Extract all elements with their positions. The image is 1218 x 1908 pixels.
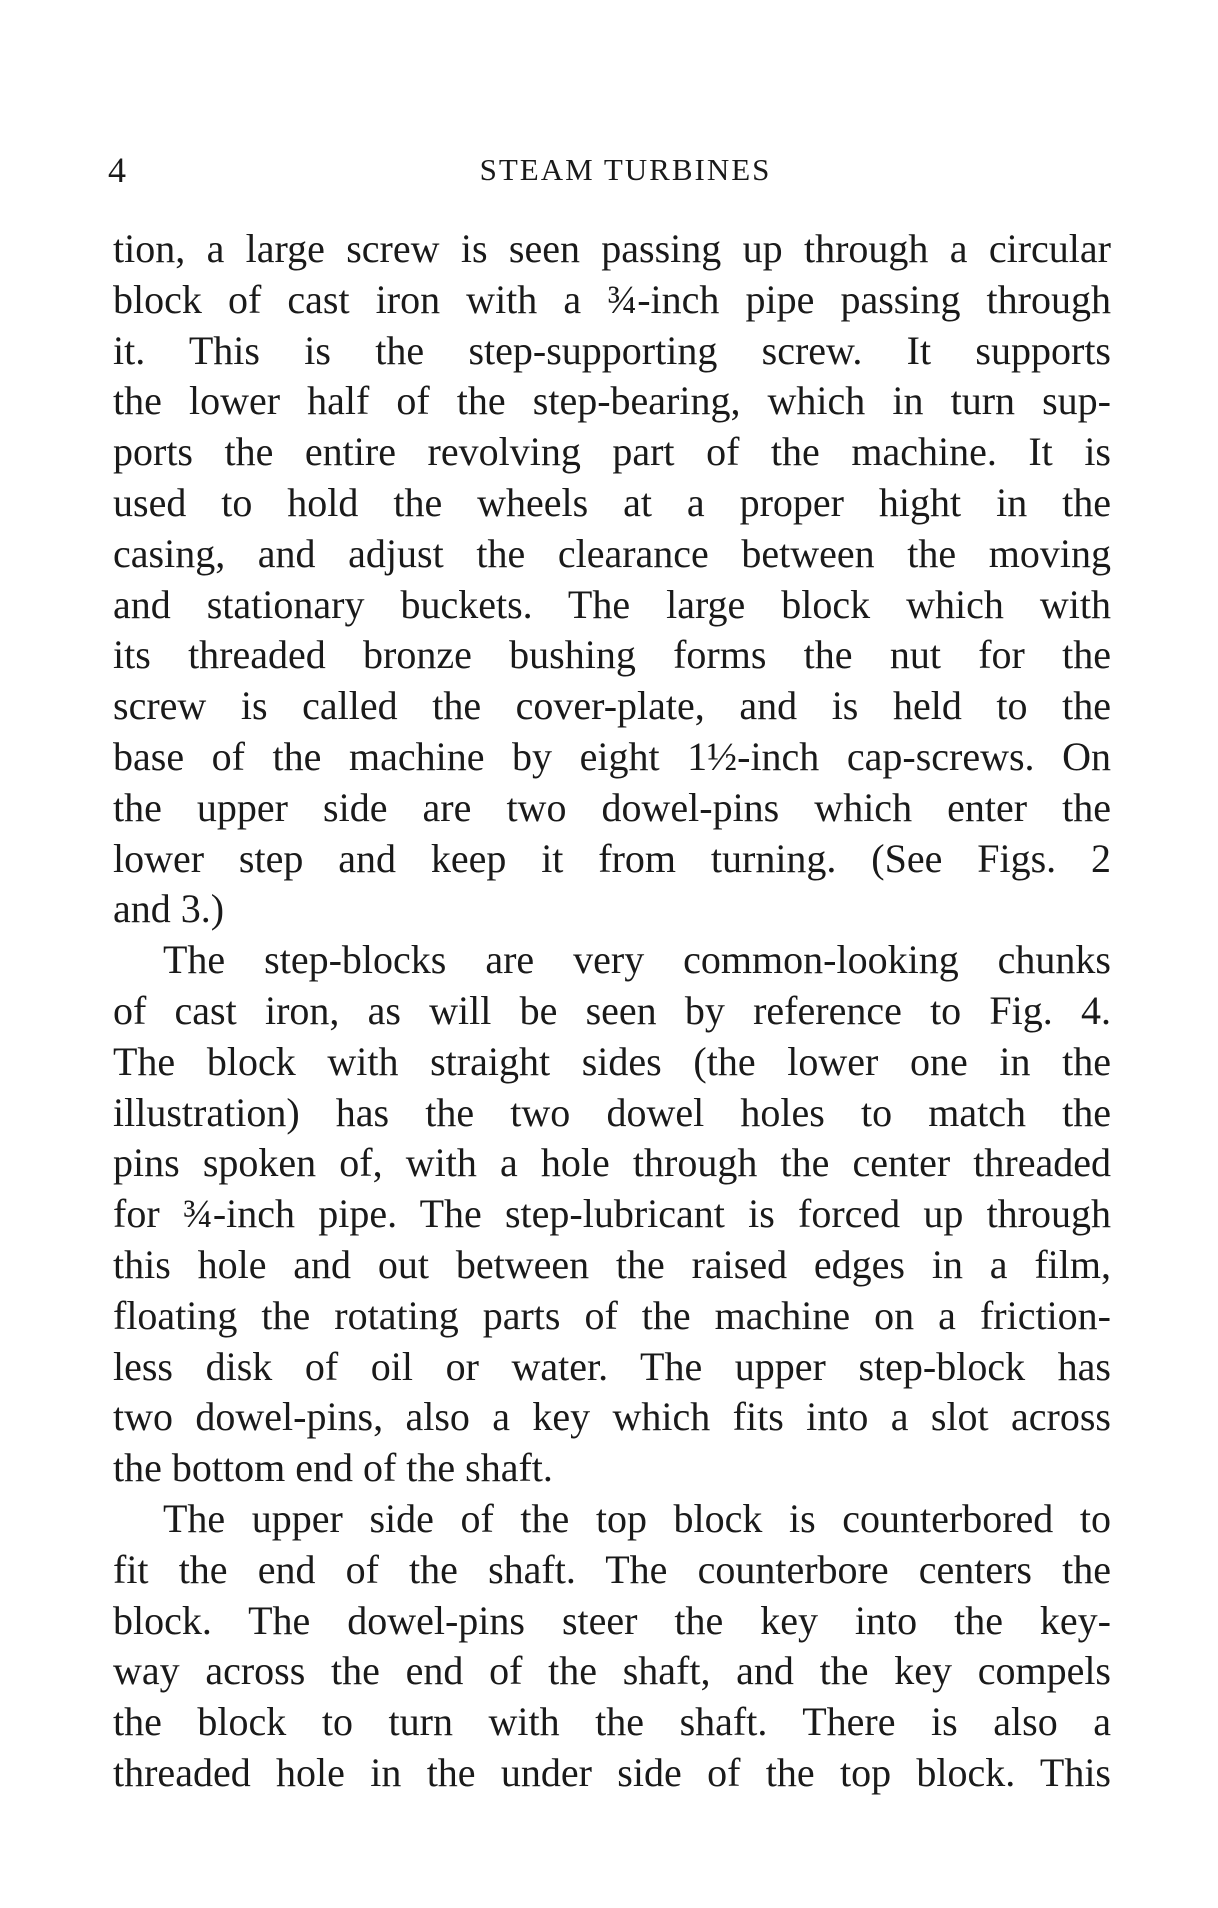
text-line: the block to turn with the shaft. There is also a <box>113 1699 1111 1745</box>
text-line: its threaded bronze bushing forms the nut for the <box>113 632 1111 678</box>
text-line: less disk of oil or water. The upper step-block has <box>113 1343 1111 1389</box>
text-line: The upper side of the top block is counterbored to <box>163 1495 1111 1541</box>
text-line: pins spoken of, with a hole through the center threaded <box>113 1140 1111 1186</box>
text-line: for ¾-inch pipe. The step-lubricant is forced up through <box>113 1191 1111 1237</box>
text-line: and 3.) <box>113 886 225 932</box>
text-line: screw is called the cover-plate, and is held to the <box>113 683 1111 729</box>
text-line: tion, a large screw is seen passing up through a circular <box>113 226 1111 271</box>
text-line: lower step and keep it from turning. (See Figs. 2 <box>113 835 1111 881</box>
text-line: block of cast iron with a ¾-inch pipe passing through <box>113 276 1111 322</box>
text-line: floating the rotating parts of the machine on a friction- <box>113 1292 1111 1338</box>
text-line: the lower half of the step-bearing, which in turn sup- <box>113 378 1111 424</box>
text-line: of cast iron, as will be seen by reference to Fig. 4. <box>113 987 1111 1033</box>
text-line: it. This is the step-supporting screw. It supports <box>113 327 1111 373</box>
text-line: this hole and out between the raised edges in a film, <box>113 1241 1111 1287</box>
text-line: way across the end of the shaft, and the key compels <box>113 1648 1111 1694</box>
running-title: STEAM TURBINES <box>479 152 772 187</box>
text-line: ports the entire revolving part of the machine. It is <box>113 429 1111 475</box>
running-head <box>108 145 1113 195</box>
text-line: fit the end of the shaft. The counterbore centers the <box>113 1546 1111 1592</box>
text-line: and stationary buckets. The large block which with <box>113 581 1111 627</box>
text-line: the upper side are two dowel-pins which enter the <box>113 784 1111 830</box>
text-line: base of the machine by eight 1½-inch cap-screws. On <box>113 733 1111 779</box>
text-line: The step-blocks are very common-looking chunks <box>163 937 1111 983</box>
text-line: illustration) has the two dowel holes to match the <box>113 1089 1111 1135</box>
text-line: two dowel-pins, also a key which fits into a slot across <box>113 1394 1111 1440</box>
text-line: the bottom end of the shaft. <box>113 1445 553 1491</box>
text-line: threaded hole in the under side of the top block. This <box>113 1749 1111 1795</box>
text-line: used to hold the wheels at a proper hight in the <box>113 479 1111 525</box>
text-line: block. The dowel-pins steer the key into the key- <box>113 1597 1111 1643</box>
body-text <box>113 224 1111 1799</box>
text-line: casing, and adjust the clearance between the moving <box>113 530 1111 576</box>
text-line: The block with straight sides (the lower one in the <box>113 1038 1111 1084</box>
page-number: 4 <box>108 150 126 190</box>
